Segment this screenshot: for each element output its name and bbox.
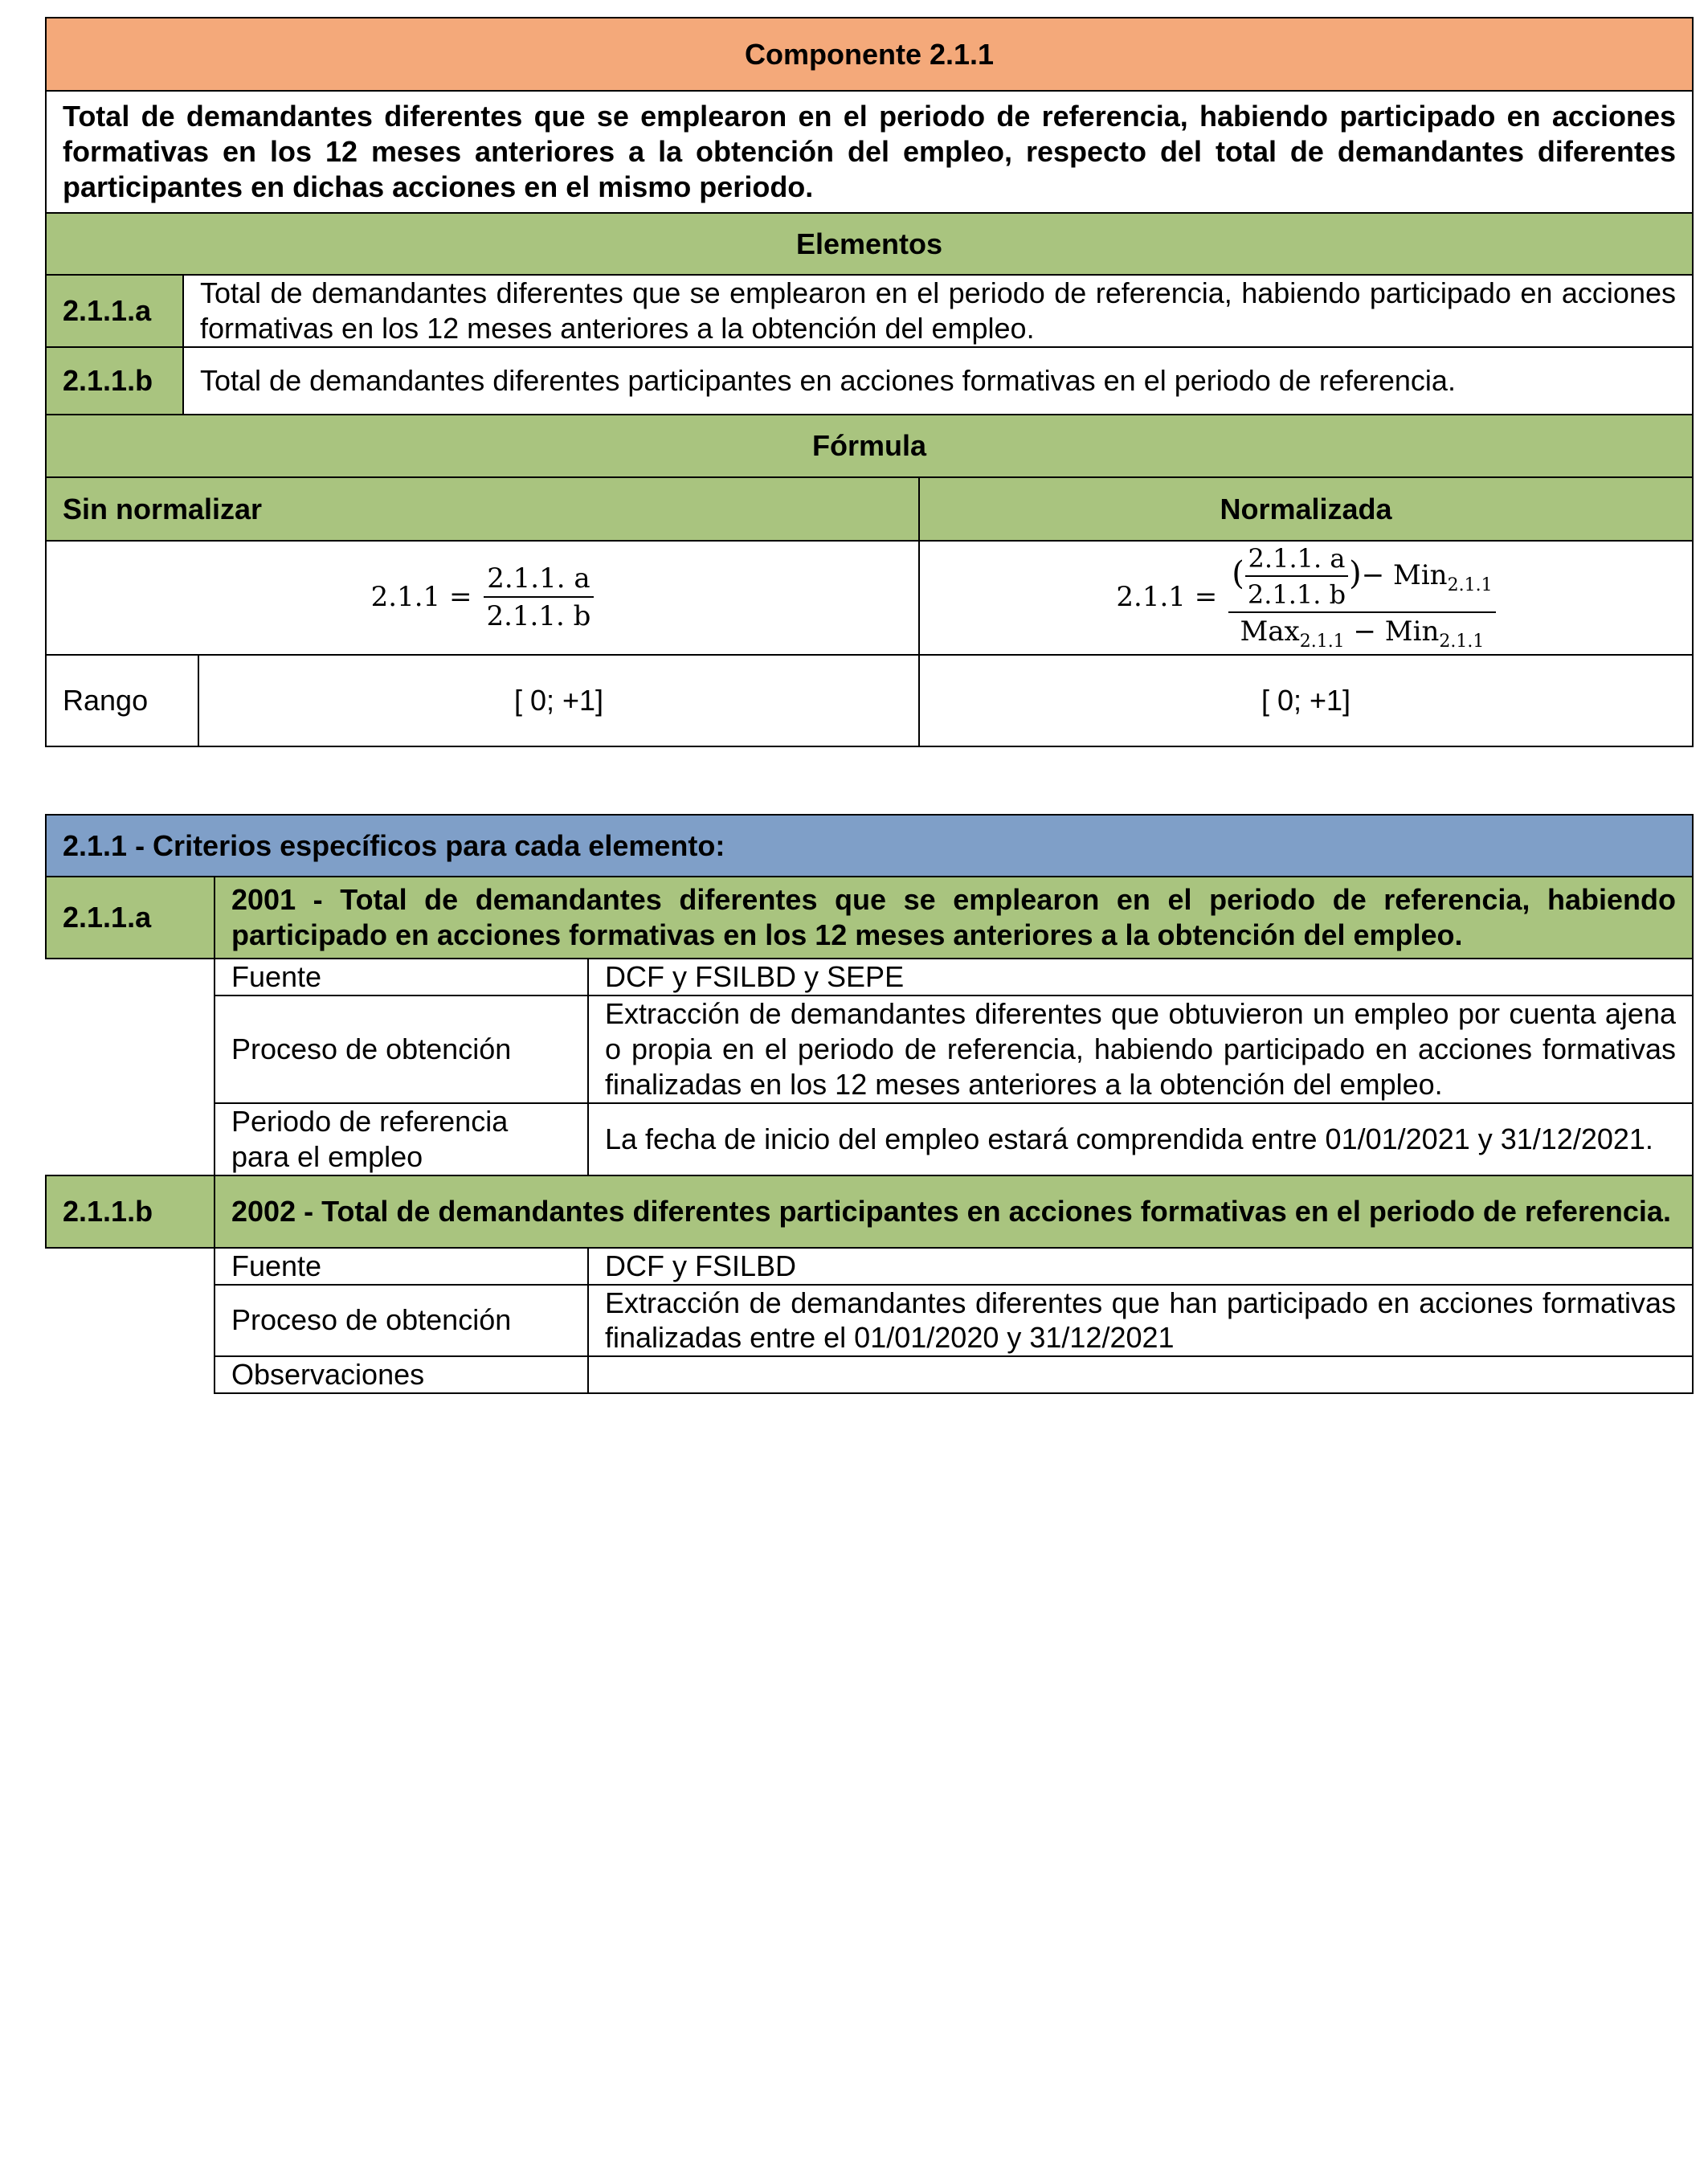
criteria-row — [46, 996, 1693, 1103]
criteria-row-value: Extracción de demandantes diferentes que obtuvieron un empleo por cuenta ajena o propia en el periodo de referencia, habiendo participado en acciones formativas finalizadas en los 12 meses anteriores a la obtención del empleo. — [588, 996, 1693, 1103]
criteria-row — [46, 1103, 1693, 1175]
element-code: 2.1.1.b — [46, 347, 183, 415]
criteria-row-label: Fuente — [215, 1248, 588, 1285]
element-text: Total de demandantes diferentes participantes en acciones formativas en el periodo de referencia. — [183, 347, 1693, 415]
criteria-element-title: 2001 - Total de demandantes diferentes que se emplearon en el periodo de referencia, habiendo participado en acciones formativas en los 12 meses anteriores a la obtención del empleo. — [215, 877, 1693, 959]
element-row — [46, 347, 1693, 415]
formula-plain-numerator: 2.1.1. a — [484, 563, 593, 598]
criteria-row-label: Proceso de obtención — [215, 996, 588, 1103]
elements-heading: Elementos — [46, 213, 1693, 275]
criteria-element-title: 2002 - Total de demandantes diferentes participantes en acciones formativas en el periodo de referencia. — [215, 1175, 1693, 1248]
formula-norm-inner-fraction: $\frac{2.1.1. a}{2.1.1. b}$ — [1244, 544, 1349, 610]
criteria-row-label: Observaciones — [215, 1356, 588, 1393]
sin-normalizar-label: Sin normalizar — [46, 477, 919, 541]
criteria-element-code: 2.1.1.b — [46, 1175, 215, 1248]
criteria-row-value — [588, 1356, 1693, 1393]
normalizada-label: Normalizada — [919, 477, 1693, 541]
criteria-row — [46, 1356, 1693, 1393]
formula-plain — [46, 541, 919, 655]
element-row — [46, 275, 1693, 347]
formula-heading: Fórmula — [46, 415, 1693, 477]
criteria-row-value: DCF y FSILBD — [588, 1248, 1693, 1285]
formula-plain-denominator: 2.1.1. b — [486, 600, 591, 632]
element-text: Total de demandantes diferentes que se emplearon en el periodo de referencia, habiendo participado en acciones formativas en los 12 meses anteriores a la obtención del empleo. — [183, 275, 1693, 347]
formula-norm-fraction: ( $\frac{2.1.1. a}{2.1.1. b}$ )− Min$_{2.1.1}$ Max$_{2.1.1}$ − Min$_{2.1.1}$ — [1228, 544, 1495, 652]
range-normalized: [ 0; +1] — [919, 655, 1693, 746]
formula-plain-fraction — [483, 563, 594, 632]
criteria-row-label: Periodo de referencia para el empleo — [215, 1103, 588, 1175]
criteria-row — [46, 1248, 1693, 1285]
formula-norm-lhs: 2.1.1 = — [1116, 581, 1218, 614]
element-code: 2.1.1.a — [46, 275, 183, 347]
criteria-title: 2.1.1 - Criterios específicos para cada elemento: — [46, 815, 1693, 877]
criteria-row — [46, 959, 1693, 996]
criteria-table — [45, 814, 1694, 1394]
criteria-row-value: Extracción de demandantes diferentes que han participado en acciones formativas finalizadas entre el 01/01/2020 y 31/12/2021 — [588, 1285, 1693, 1357]
component-title: Componente 2.1.1 — [46, 18, 1693, 91]
component-table — [45, 17, 1694, 747]
criteria-element-code: 2.1.1.a — [46, 877, 215, 959]
formula-normalized — [919, 541, 1693, 655]
range-plain: [ 0; +1] — [198, 655, 919, 746]
criteria-row-value: DCF y FSILBD y SEPE — [588, 959, 1693, 996]
criteria-row-value: La fecha de inicio del empleo estará comprendida entre 01/01/2021 y 31/12/2021. — [588, 1103, 1693, 1175]
criteria-element-header — [46, 877, 1693, 959]
criteria-element-header — [46, 1175, 1693, 1248]
criteria-row-label: Proceso de obtención — [215, 1285, 588, 1357]
criteria-row — [46, 1285, 1693, 1357]
range-label: Rango — [46, 655, 198, 746]
formula-plain-lhs: 2.1.1 = — [370, 581, 472, 614]
criteria-row-label: Fuente — [215, 959, 588, 996]
component-description: Total de demandantes diferentes que se emplearon en el periodo de referencia, habiendo participado en acciones formativas en los 12 meses anteriores a la obtención del empleo, respecto del total de demandantes diferentes participantes en dichas acciones en el mismo periodo. — [46, 91, 1693, 213]
